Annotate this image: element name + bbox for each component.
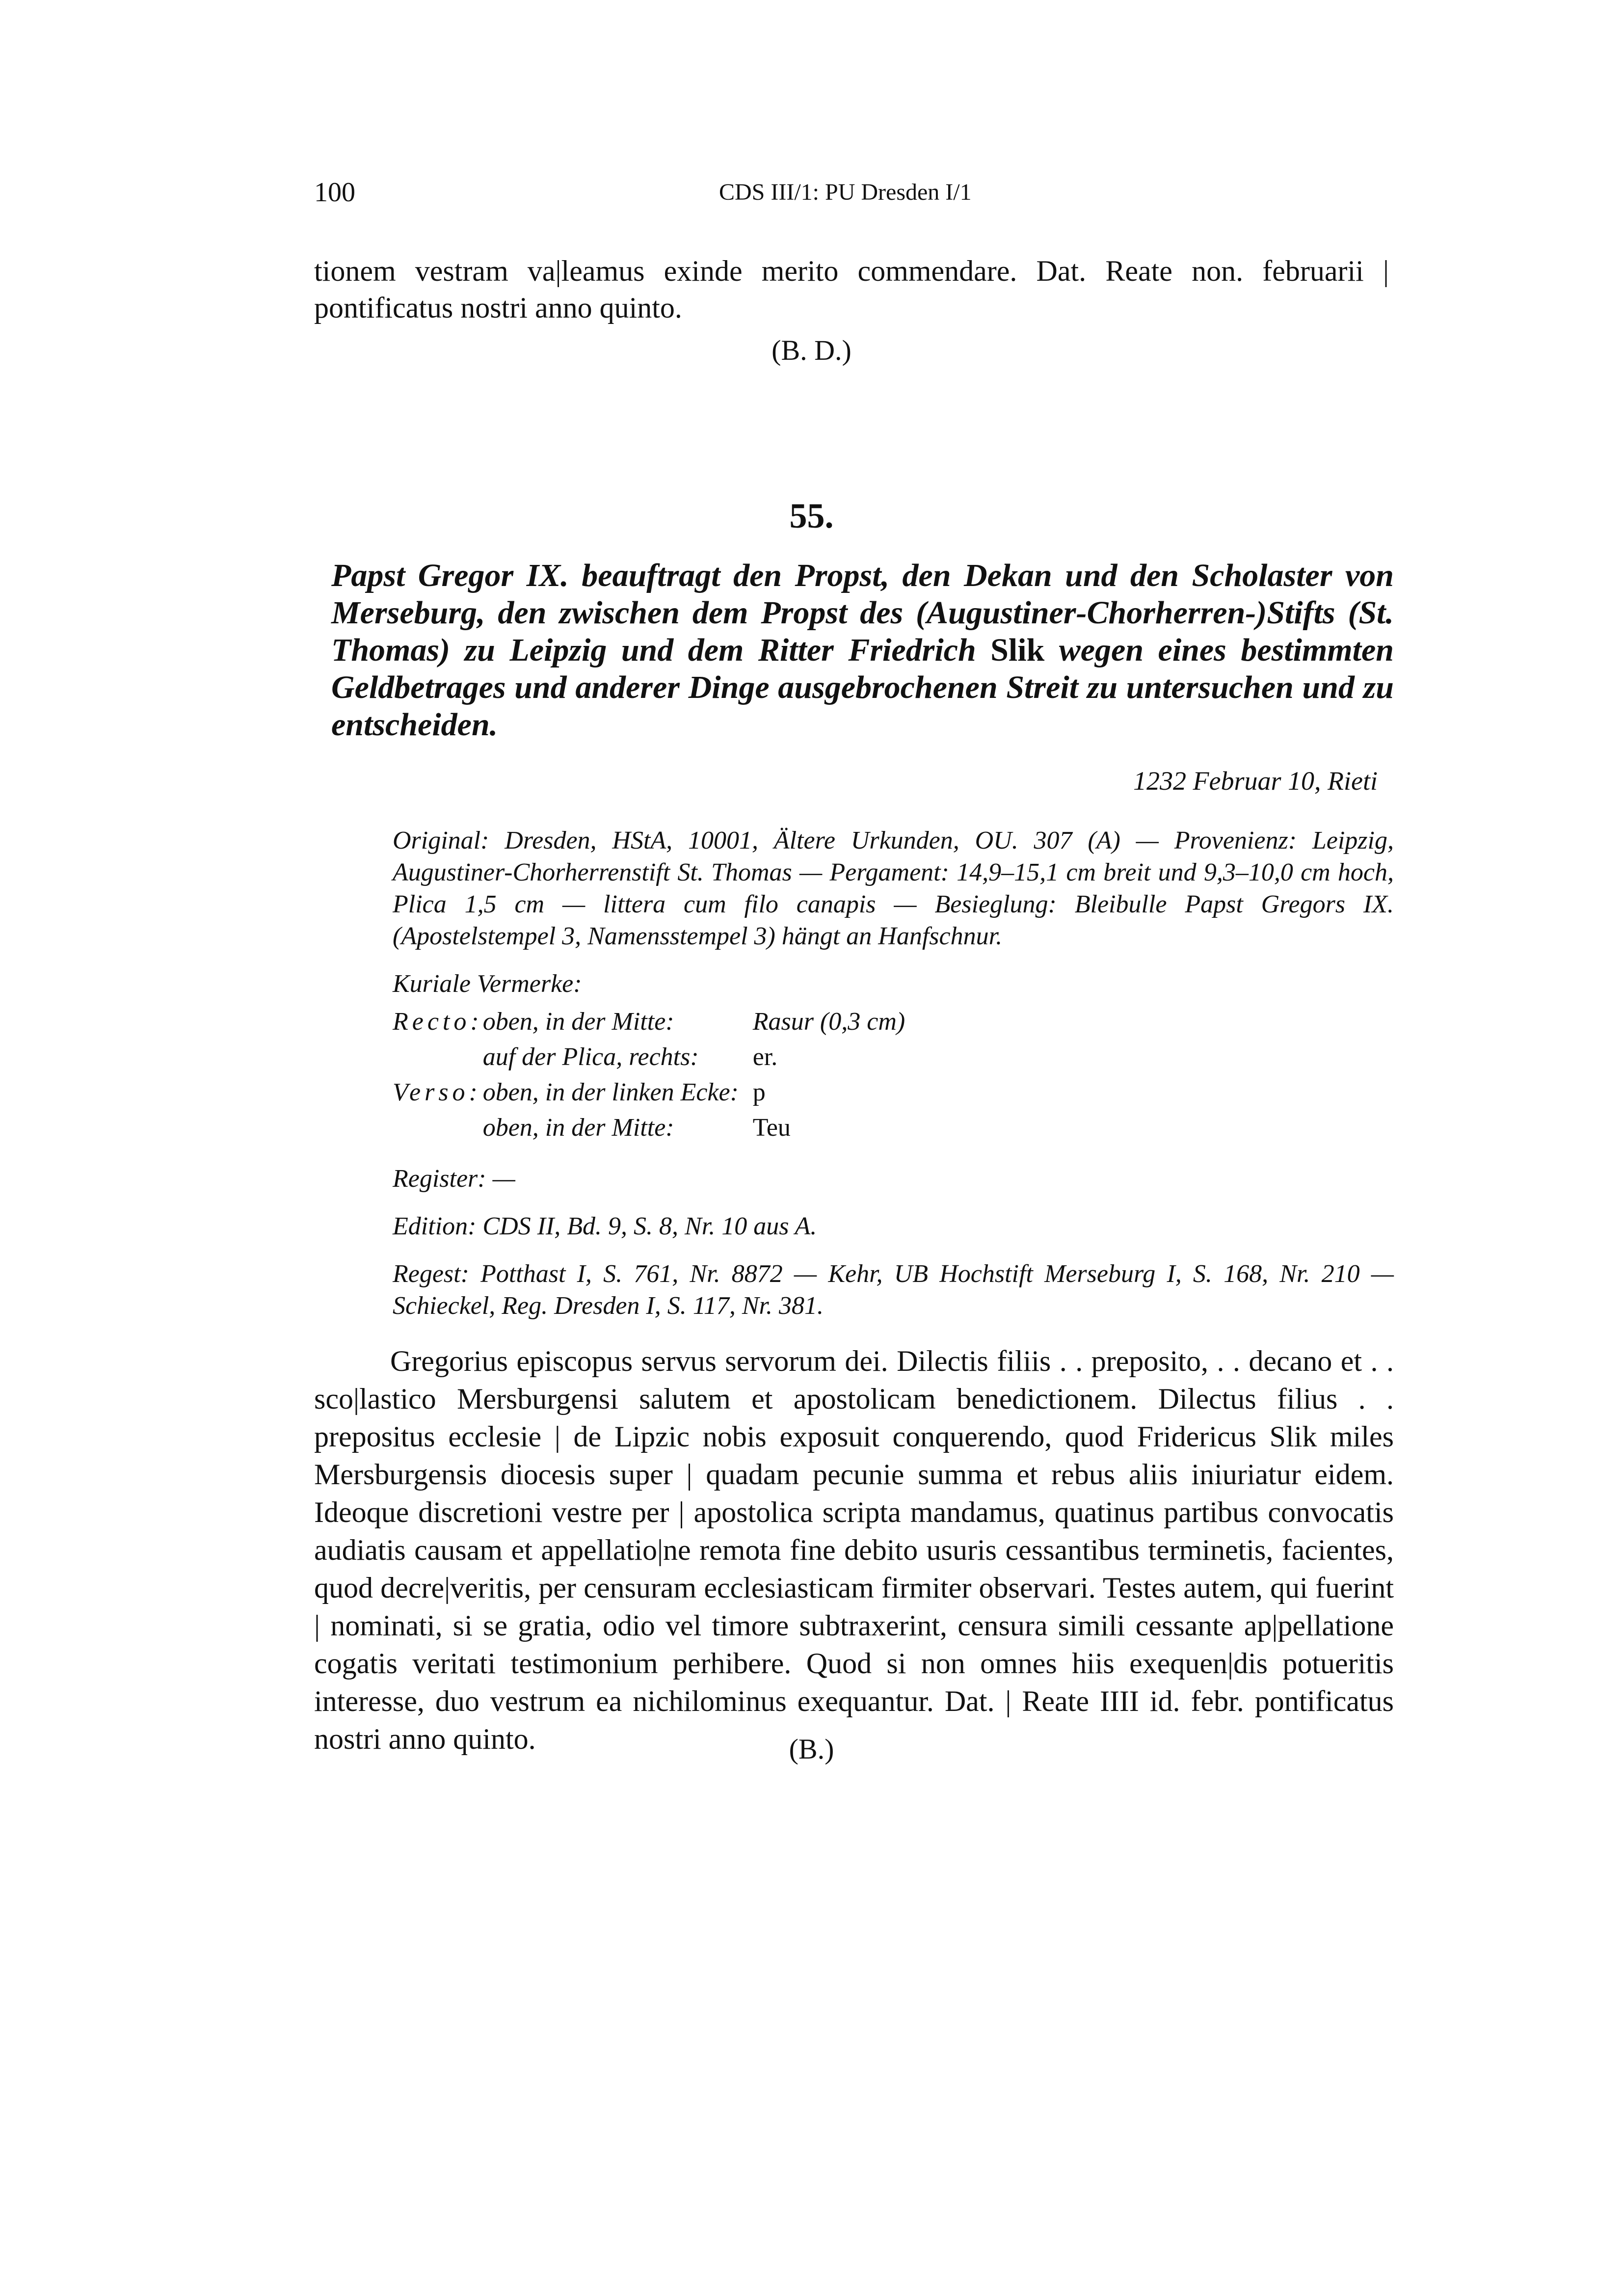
document-number: 55. [789,496,834,535]
vermerk-side: Recto: [393,1008,483,1036]
apparatus [393,825,1394,1322]
register-line: Register: — [393,1165,515,1193]
regest-title-part2: wegen eines bestimmten Geldbetrages und anderer Dinge ausgebrochenen Streit zu untersuchen und zu entscheiden. [331,632,1394,743]
vermerk-value: Rasur (0,3 cm) [752,1008,905,1036]
vermerk-position: oben, in der Mitte: [482,1008,674,1036]
vermerk-side: Verso: [393,1078,481,1106]
vermerk-row [393,1112,905,1147]
vermerk-side [393,1041,483,1076]
document-text [314,1342,1394,1758]
vermerk-value: er. [752,1043,778,1071]
vermerk-position: auf der Plica, rechts: [482,1043,699,1071]
kuriale-vermerke-heading: Kuriale Vermerke: [393,970,582,998]
vermerk-row [393,1076,905,1112]
regest-title-part1: Papst Gregor IX. beauftragt den Propst, den Dekan und den Scholaster von Merseburg, den zwischen dem Propst des (Augustiner-Chorherren-)Stifts (St. Thomas) zu Leipzig und dem Ritter Friedrich [331,558,1394,668]
original-description: Original: Dresden, HStA, 10001, Ältere Urkunden, OU. 307 (A) — Provenienz: Leipzig, Augustiner-Chorherrenstift St. Thomas — Pergament: 14,9–15,1 cm breit und 9,3–10,0 cm hoch, Plica 1,5 cm — littera cum filo canapis — Besieglung: Bleibulle Papst Gregors IX. (Apostelstempel 3, Namensstempel 3) hängt an Hanfschnur. [393,827,1394,950]
vermerke-table [393,1006,905,1147]
regest-title [331,557,1394,744]
document-text-body: Gregorius episcopus servus servorum dei. Dilectis filiis . . preposito, . . decano et . . sco|lastico Mersburgensi salutem et apostolicam benedictionem. Dilectus filius . . prepositus ecclesie | de Lipzic nobis exposuit conquerendo, quod Fridericus Slik miles Mersburgensis diocesis super | quadam pecunie summa et rebus aliis iniuriatur eidem. Ideoque discretioni vestre per | apostolica scripta mandamus, quatinus partibus convocatis audiatis causam et appellatio|ne remota fine debito usuris cessantibus terminetis, facientes, quod decre|veritis, per censuram ecclesiasticam firmiter observari. Testes autem, qui fuerint | nominati, si se gratia, odio vel timore subtraxerint, censura simili cessante ap|pellatione cogatis veritati testimonium perhibere. Quod si non omnes hiis exequen|dis potueritis interesse, duo vestrum ea nichilominus exequantur. Dat. | Reate IIII id. febr. pontificatus nostri anno quinto. [314,1345,1394,1755]
vermerk-position: oben, in der linken Ecke: [482,1078,739,1106]
vermerk-row [393,1041,905,1076]
document-signature: (B.) [789,1733,834,1765]
date-place: 1232 Februar 10, Rieti [1133,766,1378,796]
running-title: CDS III/1: PU Dresden I/1 [719,179,972,205]
regest-references: Regest: Potthast I, S. 761, Nr. 8872 — Kehr, UB Hochstift Merseburg I, S. 168, Nr. 210 — Schieckel, Reg. Dresden I, S. 117, Nr. 381. [393,1260,1394,1320]
page-number: 100 [314,177,355,208]
vermerk-row [393,1006,905,1041]
vermerk-value: Teu [752,1114,791,1142]
vermerk-value: p [752,1078,766,1106]
regest-title-name: Slik [990,632,1045,668]
vermerk-side [393,1112,483,1147]
previous-document-text: tionem vestram va|leamus exinde merito commendare. Dat. Reate non. februarii | pontificatus nostri anno quinto. [314,255,1389,324]
edition-line: Edition: CDS II, Bd. 9, S. 8, Nr. 10 aus A. [393,1212,817,1240]
vermerk-position: oben, in der Mitte: [482,1114,674,1142]
previous-document-signature: (B. D.) [772,334,851,366]
